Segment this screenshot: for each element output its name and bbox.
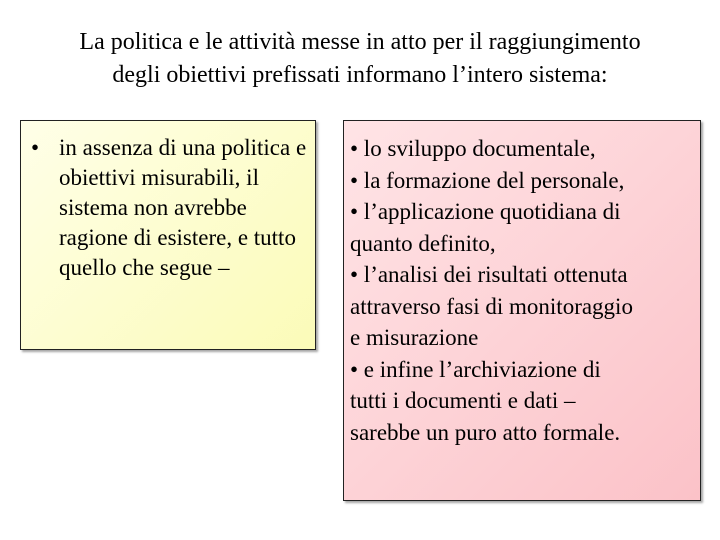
right-text-line: tutti i documenti e dati –	[350, 388, 576, 413]
right-text-line: • l’analisi dei risultati ottenuta	[350, 262, 628, 287]
right-text-line: sarebbe un puro atto formale.	[350, 419, 621, 445]
slide-title	[0, 26, 720, 92]
left-text-box	[20, 120, 316, 350]
right-text-line: • lo sviluppo documentale,	[350, 136, 596, 161]
bullet-icon: •	[31, 135, 40, 160]
left-bullet-list	[21, 121, 315, 283]
left-bullet-text: in assenza di una politica e obiettivi misurabili, il sistema non avrebbe ragione di esistere, e tutto quello che segue –	[59, 135, 307, 280]
right-text-line: attraverso fasi di monitoraggio	[350, 293, 633, 319]
slide-title-line-1: La politica e le attività messe in atto per il raggiungimento	[79, 29, 641, 55]
right-text-line: e misurazione	[350, 325, 479, 350]
right-text-line: quanto definito,	[350, 230, 496, 256]
left-bullet-item	[31, 133, 307, 283]
right-text-line: • e infine l’archiviazione di	[350, 356, 601, 382]
right-text-box	[343, 120, 701, 501]
right-text-line: • la formazione del personale,	[350, 167, 625, 193]
slide-title-line-2: degli obiettivi prefissati informano l’intero sistema:	[112, 62, 608, 88]
right-text-line: • l’applicazione quotidiana di	[350, 199, 621, 224]
